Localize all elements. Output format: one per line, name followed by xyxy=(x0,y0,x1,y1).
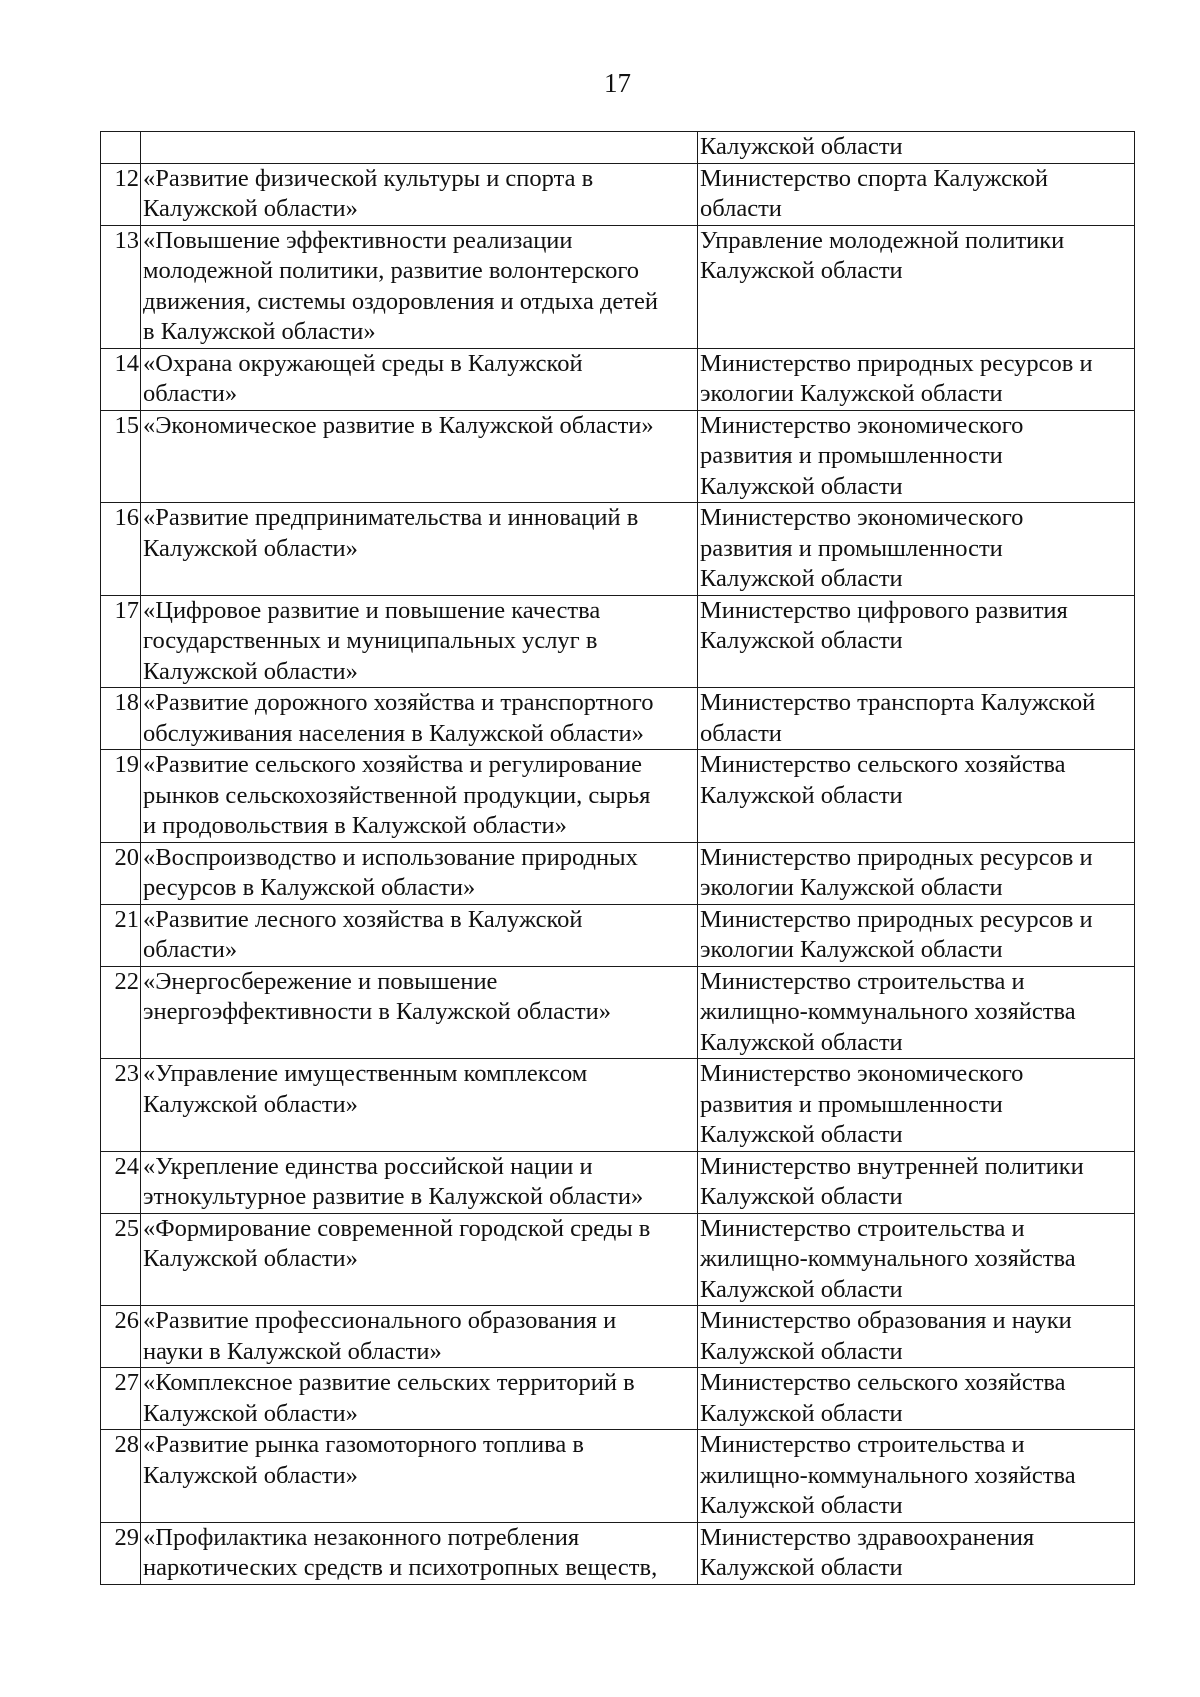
responsible-department: Министерство сельского хозяйства Калужской области xyxy=(698,750,1135,843)
table-row xyxy=(101,1522,1135,1584)
page-number: 17 xyxy=(604,68,631,98)
responsible-department: Министерство цифрового развития Калужской области xyxy=(698,595,1135,688)
program-name: «Укрепление единства российской нации и этнокультурное развитие в Калужской области» xyxy=(141,1151,698,1213)
program-name: «Воспроизводство и использование природных ресурсов в Калужской области» xyxy=(141,842,698,904)
program-name: «Развитие дорожного хозяйства и транспортного обслуживания населения в Калужской области» xyxy=(141,688,698,750)
row-number: 23 xyxy=(101,1059,141,1152)
responsible-department: Министерство природных ресурсов и экологии Калужской области xyxy=(698,842,1135,904)
responsible-department: Министерство здравоохранения Калужской области xyxy=(698,1522,1135,1584)
program-name: «Профилактика незаконного потребления наркотических средств и психотропных веществ, xyxy=(141,1522,698,1584)
table-row xyxy=(101,1151,1135,1213)
responsible-department: Калужской области xyxy=(698,132,1135,164)
responsible-department: Министерство строительства и жилищно-коммунального хозяйства Калужской области xyxy=(698,966,1135,1059)
row-number: 17 xyxy=(101,595,141,688)
programs-table xyxy=(100,131,1135,1585)
program-name: «Формирование современной городской среды в Калужской области» xyxy=(141,1213,698,1306)
program-name xyxy=(141,132,698,164)
program-name: «Охрана окружающей среды в Калужской области» xyxy=(141,348,698,410)
table-row xyxy=(101,904,1135,966)
responsible-department: Министерство внутренней политики Калужской области xyxy=(698,1151,1135,1213)
table-row xyxy=(101,966,1135,1059)
table-row xyxy=(101,163,1135,225)
program-name: «Энергосбережение и повышение энергоэффективности в Калужской области» xyxy=(141,966,698,1059)
responsible-department: Министерство спорта Калужской области xyxy=(698,163,1135,225)
program-name: «Развитие предпринимательства и инноваций в Калужской области» xyxy=(141,503,698,596)
row-number: 25 xyxy=(101,1213,141,1306)
responsible-department: Министерство экономического развития и промышленности Калужской области xyxy=(698,503,1135,596)
table-row xyxy=(101,595,1135,688)
responsible-department: Министерство сельского хозяйства Калужской области xyxy=(698,1368,1135,1430)
table-row xyxy=(101,1306,1135,1368)
row-number: 19 xyxy=(101,750,141,843)
table-row xyxy=(101,348,1135,410)
row-number: 16 xyxy=(101,503,141,596)
table-row xyxy=(101,1430,1135,1523)
row-number: 21 xyxy=(101,904,141,966)
row-number: 28 xyxy=(101,1430,141,1523)
responsible-department: Министерство природных ресурсов и экологии Калужской области xyxy=(698,904,1135,966)
row-number: 18 xyxy=(101,688,141,750)
row-number: 14 xyxy=(101,348,141,410)
program-name: «Комплексное развитие сельских территорий в Калужской области» xyxy=(141,1368,698,1430)
row-number: 24 xyxy=(101,1151,141,1213)
responsible-department: Министерство экономического развития и промышленности Калужской области xyxy=(698,410,1135,503)
table-row xyxy=(101,1213,1135,1306)
table-row xyxy=(101,410,1135,503)
row-number: 26 xyxy=(101,1306,141,1368)
row-number: 22 xyxy=(101,966,141,1059)
row-number: 13 xyxy=(101,225,141,348)
program-name: «Развитие профессионального образования и науки в Калужской области» xyxy=(141,1306,698,1368)
table-row xyxy=(101,688,1135,750)
program-name: «Экономическое развитие в Калужской области» xyxy=(141,410,698,503)
responsible-department: Управление молодежной политики Калужской области xyxy=(698,225,1135,348)
program-name: «Цифровое развитие и повышение качества государственных и муниципальных услуг в Калужской области» xyxy=(141,595,698,688)
responsible-department: Министерство строительства и жилищно-коммунального хозяйства Калужской области xyxy=(698,1430,1135,1523)
table-row xyxy=(101,750,1135,843)
responsible-department: Министерство образования и науки Калужской области xyxy=(698,1306,1135,1368)
program-name: «Развитие лесного хозяйства в Калужской области» xyxy=(141,904,698,966)
programs-table-body xyxy=(101,132,1135,1585)
table-row xyxy=(101,1368,1135,1430)
table-row xyxy=(101,1059,1135,1152)
table-row xyxy=(101,132,1135,164)
row-number xyxy=(101,132,141,164)
program-name: «Развитие сельского хозяйства и регулирование рынков сельскохозяйственной продукции, сырья и продовольствия в Калужской области» xyxy=(141,750,698,843)
responsible-department: Министерство экономического развития и промышленности Калужской области xyxy=(698,1059,1135,1152)
responsible-department: Министерство природных ресурсов и экологии Калужской области xyxy=(698,348,1135,410)
program-name: «Развитие физической культуры и спорта в Калужской области» xyxy=(141,163,698,225)
row-number: 27 xyxy=(101,1368,141,1430)
responsible-department: Министерство строительства и жилищно-коммунального хозяйства Калужской области xyxy=(698,1213,1135,1306)
row-number: 12 xyxy=(101,163,141,225)
table-row xyxy=(101,225,1135,348)
program-name: «Управление имущественным комплексом Калужской области» xyxy=(141,1059,698,1152)
program-name: «Повышение эффективности реализации молодежной политики, развитие волонтерского движения, системы оздоровления и отдыха детей в Калужской области» xyxy=(141,225,698,348)
program-name: «Развитие рынка газомоторного топлива в Калужской области» xyxy=(141,1430,698,1523)
row-number: 29 xyxy=(101,1522,141,1584)
responsible-department: Министерство транспорта Калужской области xyxy=(698,688,1135,750)
row-number: 15 xyxy=(101,410,141,503)
table-row xyxy=(101,842,1135,904)
row-number: 20 xyxy=(101,842,141,904)
table-row xyxy=(101,503,1135,596)
